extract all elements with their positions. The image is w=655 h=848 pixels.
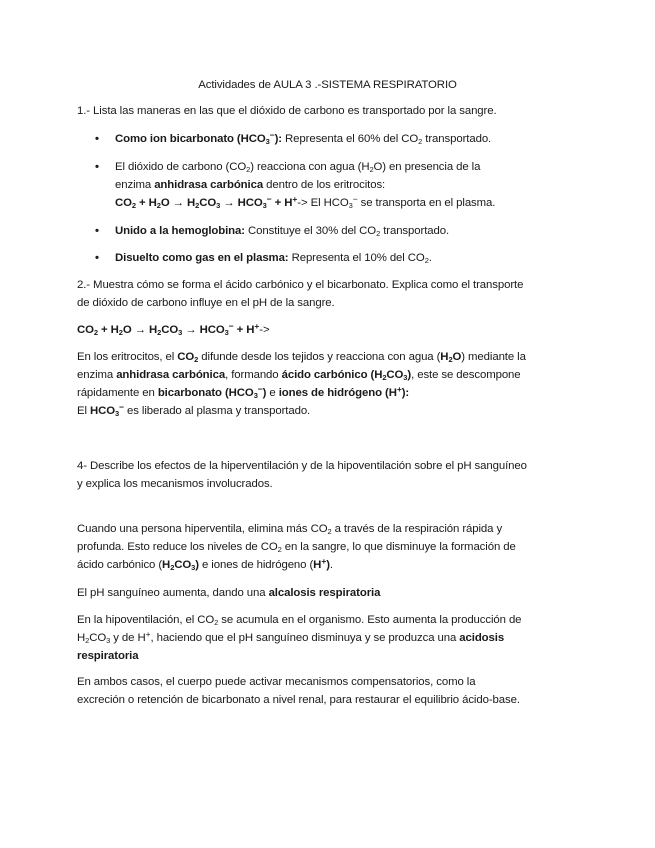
reaction-equation: $CO_2 + H_2O \to H_2CO_3 \to HCO_3^- + H^+-> El$ $HCO_3^-$ se transporta en el plasma. bbox=[115, 194, 496, 210]
list-item-reaction: • El dióxido de carbono $(CO_2)$ reacciona con agua $(H_2O)$ en presencia de la enzima anhidrasa carbónica dentro de los eritrocitos: $CO_2 + H_2O \to H_2CO_3 \to HCO_3^- + H^+-> El$ $HCO_3^-$ se transporta en el plasma. bbox=[95, 158, 575, 212]
transport-list-4 bbox=[95, 249, 575, 267]
list-item-hemoglobin: • Unido a la hemoglobina: Constituye el 30% del $CO_2$ transportado. bbox=[95, 222, 575, 240]
answer-q4-p1: Cuando una persona hiperventila, elimina más $CO_2$ a través de la respiración rápida y profunda. Esto reduce los niveles de $CO_2$ en la sangre, lo que disminuye la formación de ácido carbónico $(H_2CO_3)$ e iones de hidrógeno (H+). bbox=[77, 523, 516, 572]
question-2: 2.- Muestra cómo se forma el ácido carbónico y el bicarbonato. Explica como el transporte de dióxido de carbono influye en el pH de la sangre. bbox=[77, 279, 524, 309]
transport-list-2 bbox=[95, 158, 575, 212]
list-item-dissolved: • Disuelto como gas en el plasma: Representa el 10% del $CO_2$. bbox=[95, 249, 575, 267]
question-4: 4- Describe los efectos de la hiperventilación y de la hipoventilación sobre el pH sanguíneo y explica los mecanismos involucrados. bbox=[77, 460, 527, 490]
answer-q4-p3: En la hipoventilación, el $CO_2$ se acumula en el organismo. Esto aumenta la producción de $H_2CO_3$ y de H+, haciendo que el pH sanguíneo disminuya y se produzca una acidosis respiratoria bbox=[77, 614, 522, 662]
equation-q2: $CO_2 + H_2O \to H_2CO_3 \to HCO_3^- + H^+->$ bbox=[77, 321, 270, 337]
answer-q4-p4: En ambos casos, el cuerpo puede activar mecanismos compensatorios, como la excreción o retención de bicarbonato a nivel renal, para restaurar el equilibrio ácido-base. bbox=[77, 676, 520, 706]
page-title: Actividades de AULA 3 .-SISTEMA RESPIRATORIO bbox=[198, 79, 457, 91]
list-item-bicarbonate: • Como ion bicarbonato (HCO3−): Representa el 60% del $CO_2$ transportado. bbox=[95, 130, 575, 148]
transport-list bbox=[95, 130, 575, 148]
question-1: 1.- Lista las maneras en las que el dióxido de carbono es transportado por la sangre. bbox=[77, 105, 497, 117]
answer-q2: En los eritrocitos, el $CO_2$ difunde desde los tejidos y reacciona con agua $(H_2O)$ mediante la enzima anhidrasa carbónica, formando ácido carbónico $(H_2CO_3)$, este se descompone rápidamente en bicarbonato $(HCO_3^-)$ e iones de hidrógeno (H+): El $HCO_3^-$ es liberado al plasma y transportado. bbox=[77, 351, 526, 418]
bold-text: Como ion bicarbonato (HCO3−): bbox=[115, 130, 282, 146]
transport-list-3 bbox=[95, 222, 575, 240]
answer-q4-p2: El pH sanguíneo aumenta, dando una alcalosis respiratoria bbox=[77, 587, 381, 599]
